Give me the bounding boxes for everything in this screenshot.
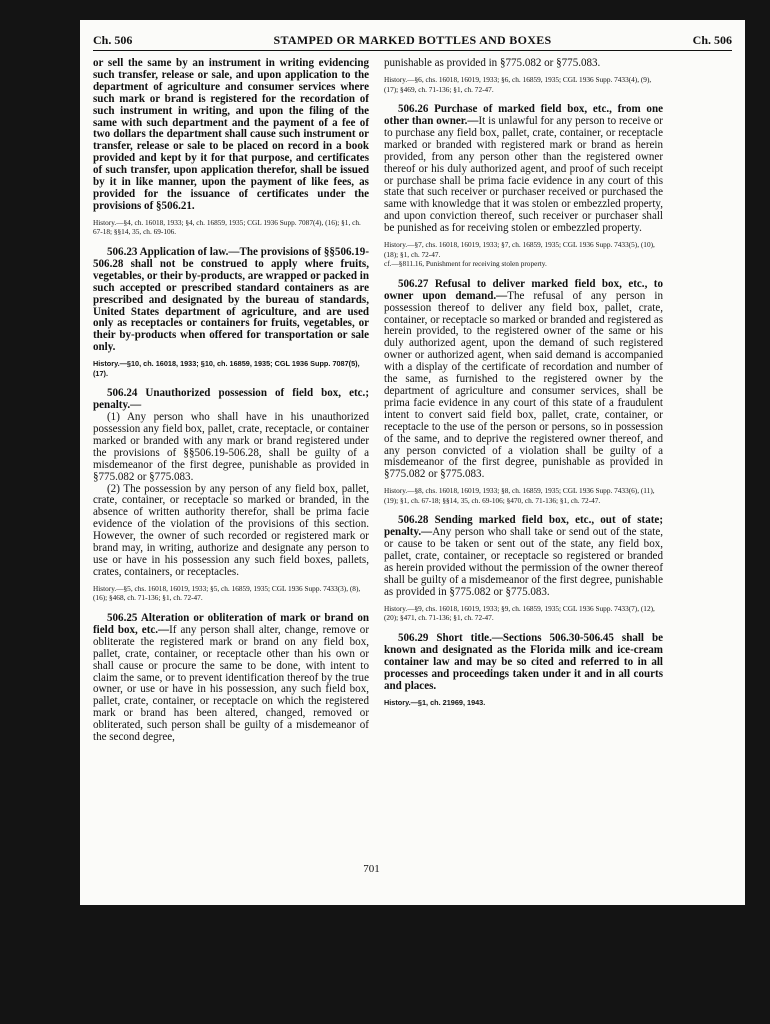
continuation-text: punishable as provided in §775.082 or §775.083. xyxy=(384,57,601,69)
section-506-23 xyxy=(93,247,369,354)
section-506-27-heading: 506.27 Refusal to deliver marked field box, etc., to owner upon demand.— xyxy=(384,277,663,302)
section-506-28 xyxy=(384,515,663,598)
continuation-history: History.—§6, chs. 16018, 16019, 1933; §6, ch. 16859, 1935; CGL 1936 Supp. 7433(4), (9), (17); §469, ch. 71-136; §1, ch. 72-47. xyxy=(384,74,652,94)
running-header xyxy=(93,28,732,51)
section-506-23-history: History.—§10, ch. 16018, 1933; §10, ch. 16859, 1935; CGL 1936 Supp. 7087(5), (17). xyxy=(93,359,360,378)
section-506-23-heading: 506.23 Application of law.— xyxy=(107,245,240,258)
header-title: STAMPED OR MARKED BOTTLES AND BOXES xyxy=(273,33,552,47)
section-506-29-heading: 506.29 Short title.— xyxy=(398,631,503,644)
document-page xyxy=(80,20,745,905)
section-506-26-text: It is unlawful for any person to receive or to purchase any field box, pallet, crate, container, or receptacle marked or branded with registered mark or brand as herein provided, from any person other than the registered owner thereof or his duly authorized agent, and proof of such receipt or purchase shall be prima facie evidence in any court of this state that such receiver or purchaser received or purchased the same with knowledge that it was stolen or embezzled property, and upon conviction thereof, such receiver or purchaser shall be punished as for receiving stolen or embezzled property. xyxy=(384,115,663,235)
section-506-24-heading: 506.24 Unauthorized possession of field box, etc.; penalty.— xyxy=(93,387,369,412)
section-506-24-history: History.—§5, chs. 16018, 16019, 1933; §5, ch. 16859, 1935; CGL 1936 Supp. 7433(3), (8), (16); §468, ch. 71-136; §1, ch. 72-47. xyxy=(93,583,361,603)
section-506-28-history: History.—§9, chs. 16018, 16019, 1933; §9, ch. 16859, 1935; CGL 1936 Supp. 7433(7), (12), (20); §471, ch. 71-136; §1, ch. 72-47. xyxy=(384,603,655,623)
header-chapter-right: Ch. 506 xyxy=(692,33,732,47)
section-506-25-heading: 506.25 Alteration or obliteration of mark or brand on field box, etc.— xyxy=(93,612,369,636)
intro-paragraph: or sell the same by an instrument in writing evidencing such transfer, release or sale, and upon application to the department of agriculture and consumer services where such mark or brand is registered for the recordation of such instrument in writing, and upon the filing of the same with such department and the payment of a fee of two dollars the department shall cause such instrument or transfer, release or sale to be placed on record in a book provided and kept by it for that purpose, and certificates of such transfer, upon application therefor, shall be issued by it in like manner, upon the payment of like fees, as provided for the issuance of certificates under the provisions of §506.21. xyxy=(93,57,369,212)
header-chapter-left: Ch. 506 xyxy=(93,33,133,47)
section-506-27-text: The refusal of any person in possession thereof to deliver any field box, pallet, crate, container, or receptacle so marked or branded and registered as herein provided, to the registered owner of the same or his duly authorized agent, upon the demand of such registered owner or authorized agent, when said demand is accompanied with a display of the certificate of recordation and number of the same, as furnished to the registered owner by the department of agriculture and consumer services, shall be prima facie evidence in any court of this state of a fraudulent intent to convert said field box, pallet, crate, container, or receptacle to the use of the person or persons, so in possession of the same, and to deprive the registered owner thereof, and any person convicted of a violation shall be guilty of a misdemeanor of the first degree, punishable as provided in §775.082 or §775.083. xyxy=(384,289,663,481)
section-506-29-history: History.—§1, ch. 21969, 1943. xyxy=(384,697,486,707)
section-506-26-heading: 506.26 Purchase of marked field box, etc., from one other than owner.— xyxy=(384,103,663,127)
right-column xyxy=(384,58,663,717)
section-506-29 xyxy=(384,633,663,693)
section-506-24-sub2: (2) The possession by any person of any field box, pallet, crate, container, or receptacle so marked or branded, in the absence of written authority therefor, shall be prima facie evidence of the violation of the provisions of this section. However, the owner of such recorded or registered mark or brand may, in writing, authorize and designate any person to use or have in his possession any such field boxes, pallets, crates, containers, or receptacles. xyxy=(93,482,369,578)
section-506-28-heading: 506.28 Sending marked field box, etc., out of state; penalty.— xyxy=(384,514,663,539)
section-506-28-text: Any person who shall take or send out of the state, or cause to be taken or sent out of the state, any field box, pallet, crate, container, or receptacle so registered or branded as herein provided without the permission of the owner thereof shall be guilty of a misdemeanor of the first degree, punishable as provided in §775.082 or §775.083. xyxy=(384,526,663,598)
section-506-26-history: History.—§7, chs. 16018, 16019, 1933; §7, ch. 16859, 1935; CGL 1936 Supp. 7433(5), (10), (18); §1, ch. 72-47. xyxy=(384,240,655,259)
intro-history: History.—§4, ch. 16018, 1933; §4, ch. 16859, 1935; CGL 1936 Supp. 7087(4), (16); §1, ch. 67-18; §§14, 35, ch. 69-106. xyxy=(93,217,361,237)
section-506-26-crossref: cf.—§811.16, Punishment for receiving stolen property. xyxy=(384,259,547,269)
section-506-27 xyxy=(384,279,663,481)
section-506-24-sub1: (1) Any person who shall have in his unauthorized possession any field box, pallet, crate, receptacle, or container marked or branded with any mark or brand registered under the provisions of §§506.19-506.28, shall be guilty of a misdemeanor of the first degree, punishable as provided in §775.082 or §775.083. xyxy=(93,411,369,483)
left-column xyxy=(93,58,369,744)
section-506-25 xyxy=(93,613,369,744)
section-506-29-text: Sections 506.30-506.45 shall be known and designated as the Florida milk and ice-cream container law and may be so cited and referred to in all processes and proceedings taken under it and in all courts and places. xyxy=(384,631,663,692)
section-506-23-text: The provisions of §§506.19-506.28 shall not be construed to apply where fruits, vegetables, or their by-products, are wrapped or packed in such accepted or prescribed standard containers as are prescribed and designated by the bureau of standards, United States department of agriculture, and are used only as receptacles or containers for fruits, vegetables, or their by-products when offered for transportation or sale only. xyxy=(93,245,369,354)
section-506-25-text: If any person shall alter, change, remove or obliterate the registered mark or brand on any field box, pallet, crate, container, or receptacle other than his own or shall cause or procure the same to be done, with intent to claim the same, or to prevent identification thereof by the true owner, or use or have in his possession, any such field box, pallet, crate, container, or receptacle on which the registered mark or brand has been altered, changed, removed or obliterated, such person shall be guilty of a misdemeanor of the second degree, xyxy=(93,623,370,744)
page-number: 701 xyxy=(363,863,380,875)
section-506-26 xyxy=(384,104,663,235)
section-506-24-heading-line xyxy=(93,388,369,412)
section-506-27-history: History.—§8, chs. 16018, 16019, 1933; §8, ch. 16859, 1935; CGL 1936 Supp. 7433(6), (11), (19); §1, ch. 67-18; §§14, 35, ch. 69-106; §470, ch. 71-136; §1, ch. 72-47. xyxy=(384,486,655,505)
